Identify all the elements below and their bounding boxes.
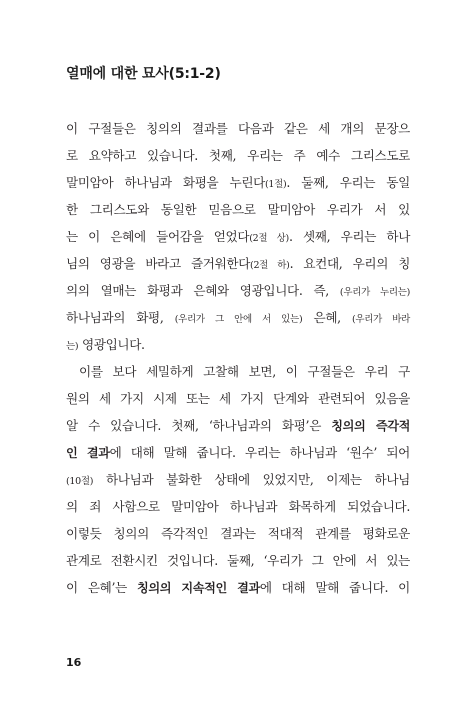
paragraph-2-line: 이를 보다 세밀하게 고찰해 보면, 이 구절들은 우리 구: [79, 364, 410, 379]
emphasis-text: 칭의의 즉각적: [331, 419, 410, 433]
paragraph-2-line: 원의 세 가지 시제 또는 세 가지 단계와 관련되어 있음을: [66, 391, 410, 406]
emphasis-text: 인 결과: [66, 446, 110, 460]
emphasis-text: 칭의의 지속적인 결과: [137, 581, 260, 595]
body-text: [66, 115, 410, 601]
paragraph-2-line: 인 결과에 대해 말해 줍니다. 우리는 하나님과 ‘원수’ 되어: [66, 445, 410, 460]
paragraph-1-line: 이 구절들은 칭의의 결과를 다음과 같은 세 개의 문장으: [66, 121, 410, 136]
paragraph-1-line: 말미암아 하나님과 화평을 누린다(1절). 둘째, 우리는 동일: [66, 175, 410, 190]
verse-reference: (2절 하): [250, 260, 290, 271]
paragraph-1-line: 의의 열매는 화평과 은혜와 영광입니다. 즉, (우리가 누리는): [66, 283, 411, 298]
parenthetical-note: (우리가 그 안에 서 있는): [174, 314, 303, 325]
page-number: 16: [66, 656, 82, 669]
parenthetical-note: (우리가 누리는): [339, 287, 411, 298]
paragraph-1-line: 로 요약하고 있습니다. 첫째, 우리는 주 예수 그리스도로: [66, 148, 410, 163]
paragraph-1-line: 는 이 은혜에 들어감을 얻었다(2절 상). 셋째, 우리는 하나: [66, 229, 411, 244]
verse-reference: (2절 상): [249, 233, 289, 244]
verse-reference: (1절): [264, 179, 287, 190]
paragraph-1-line: 님의 영광을 바라고 즐거워한다(2절 하). 요컨대, 우리의 칭: [66, 256, 411, 271]
section-heading: 열매에 대한 묘사(5:1-2): [66, 66, 221, 82]
paragraph-1-line: 하나님과의 화평, (우리가 그 안에 서 있는) 은혜, (우리가 바라: [66, 310, 411, 325]
paragraph-2-line: 의 죄 사함으로 말미암아 하나님과 화목하게 되었습니다.: [66, 499, 410, 514]
paragraph-2-line: 이 은혜’는 칭의의 지속적인 결과에 대해 말해 줍니다. 이: [66, 580, 410, 595]
paragraph-1-line: 는) 영광입니다.: [66, 337, 145, 352]
paragraph-2-line: 이렇듯 칭의의 즉각적인 결과는 적대적 관계를 평화로운: [66, 526, 410, 541]
verse-reference: (10절): [66, 476, 94, 487]
paragraph-1-line: 한 그리스도와 동일한 믿음으로 말미암아 우리가 서 있: [66, 202, 410, 217]
paragraph-2-line: (10절) 하나님과 불화한 상태에 있었지만, 이제는 하나님: [66, 472, 410, 487]
parenthetical-note: (우리가 바라: [351, 314, 411, 325]
paragraph-2-line: 관계로 전환시킨 것입니다. 둘째, ‘우리가 그 안에 서 있는: [66, 553, 410, 568]
paragraph-2-line: 알 수 있습니다. 첫째, ‘하나님과의 화평’은 칭의의 즉각적: [66, 418, 410, 433]
parenthetical-note: 는): [66, 341, 79, 352]
